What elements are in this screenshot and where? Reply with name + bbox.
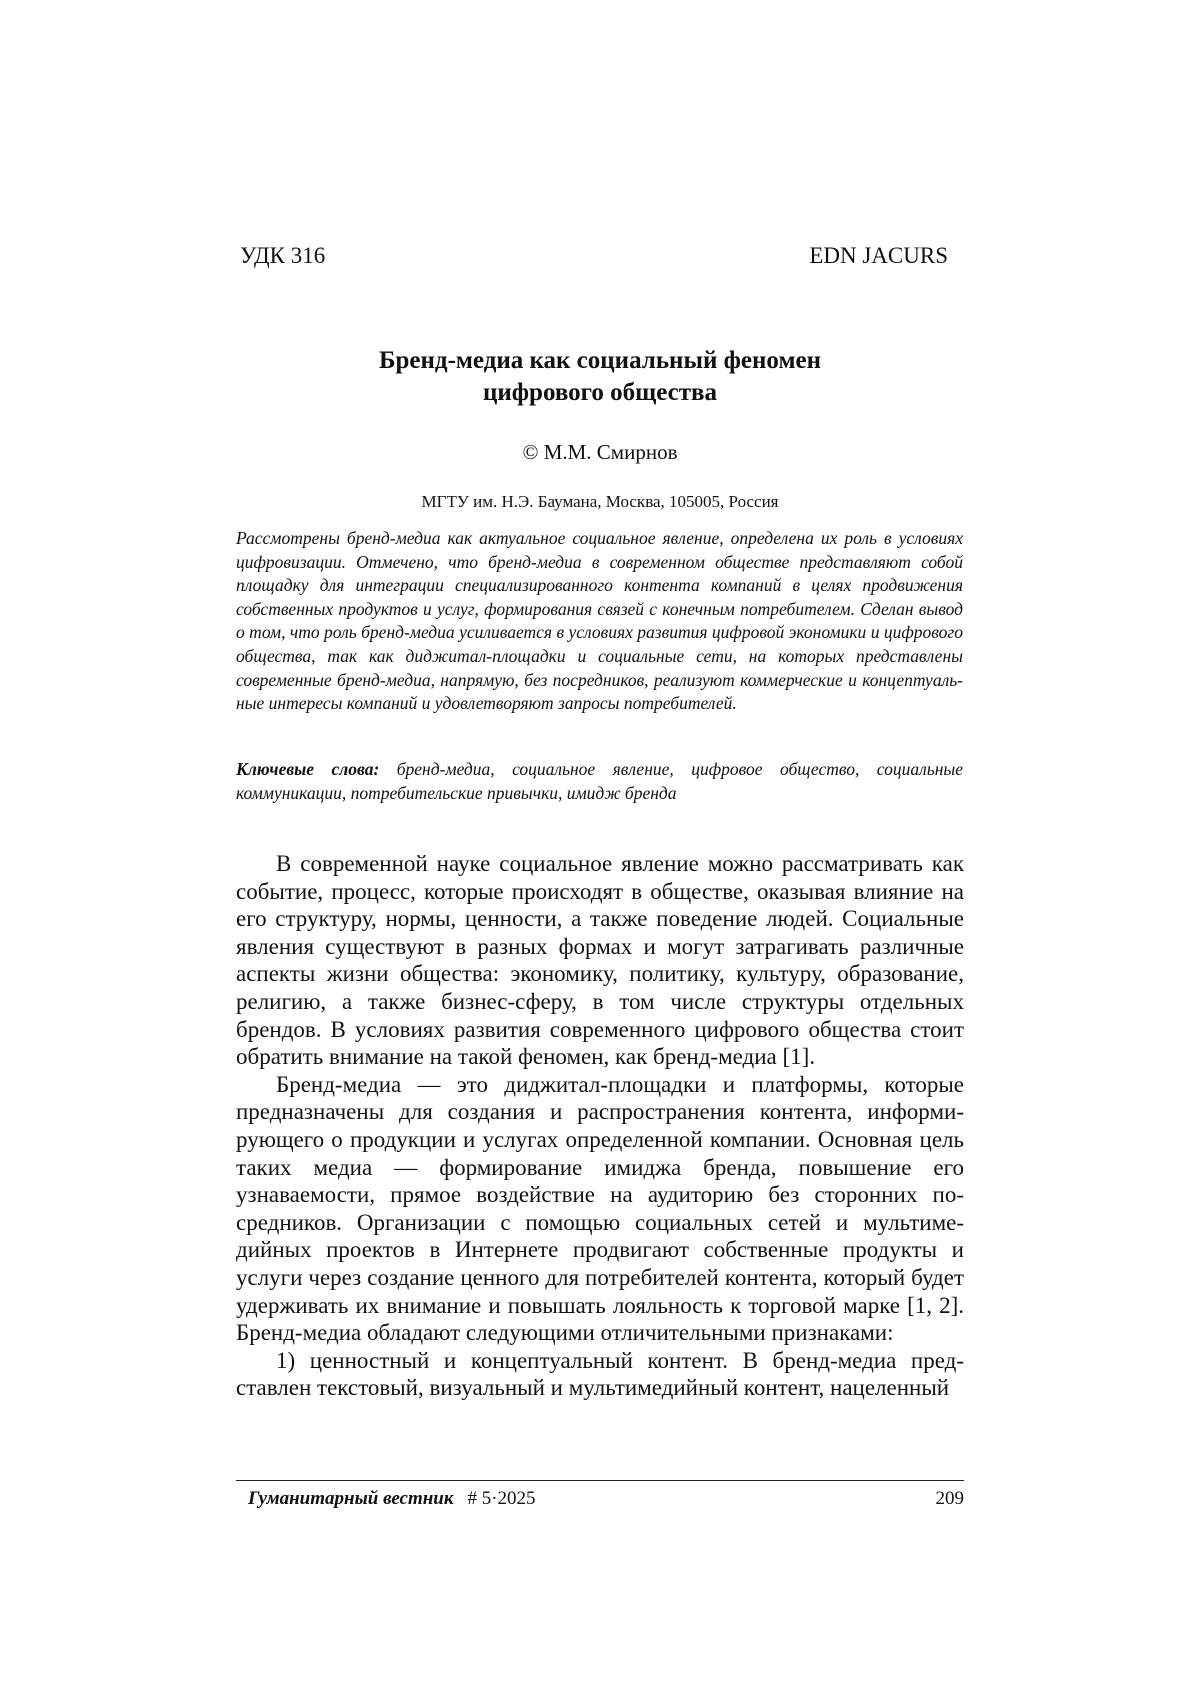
- author: © М.М. Смирнов: [522, 440, 678, 464]
- keywords: [236, 758, 963, 805]
- journal-name: Гуманитарный вестник: [248, 1488, 454, 1509]
- edn-code: EDN JACURS: [809, 243, 948, 268]
- body-paragraph: В современной науке социальное явление можно рассматривать как событие, процесс, которые происходят в обществе, оказывая влияние на его структуру, нормы, ценности, а также поведение людей. Социальные явления существуют в разных формах и могут затрагивать различные аспекты жизни общества: экономику, политику, культуру, образование, религию, а также бизнес-сферу, в том числе структуры отдельных брендов. В условиях развития современного цифрового общества стоит обратить внимание на такой феномен, как бренд-медиа [1].: [236, 851, 964, 1070]
- affiliation: МГТУ им. Н.Э. Баумана, Москва, 105005, Россия: [421, 492, 779, 511]
- abstract: Рассмотрены бренд-медиа как актуальное социальное явление, определена их роль в условиях цифровизации. Отмечено, что бренд-медиа в современном обществе представляют собой площадку для интеграции специализированного контента компаний в целях продвижения собственных продуктов и услуг, формирования связей с конечным потребителем. Сделан вывод о том, что роль бренд-медиа усиливается в условиях развития цифровой экономики и цифрового общества, так как диджитал-площадки и социальные сети, на которых представлены современные бренд-медиа, напрямую, без посредников, реализуют коммерческие и концептуальные интересы компаний и удовлетворяют запросы потребителей.: [236, 528, 963, 714]
- article-body: [236, 850, 964, 1402]
- udk-code: УДК 316: [240, 243, 326, 268]
- body-paragraph: 1) ценностный и концептуальный контент. В бренд-медиа представлен текстовый, визуальный и мультимедийный контент, нацеленный: [236, 1347, 964, 1401]
- body-paragraph: Бренд-медиа — это диджитал-площадки и платформы, которые предназначены для создания и распространения контента, информирующего о продукции и услугах определенной компании. Основная цель таких медиа — формирование имиджа бренда, повышение его узнаваемости, прямое воздействие на аудиторию без сторонних посредников. Организации с помощью социальных сетей и мультимедийных проектов в Интернете продвигают собственные продукты и услуги через создание ценного для потребителей контента, который будет удерживать их внимание и повышать лояльность к торговой марке [1, 2]. Бренд-медиа обладают следующими отличительными признаками:: [236, 1071, 964, 1346]
- article-title: [240, 345, 960, 409]
- keywords-list: бренд-медиа, социальное явление, цифровое общество, социальные коммуникации, потребительские привычки, имидж бренда: [236, 759, 964, 803]
- footer: [248, 1488, 536, 1510]
- keywords-label: Ключевые слова:: [236, 759, 380, 779]
- issue-number: # 5·2025: [467, 1488, 536, 1509]
- footer-rule: [236, 1480, 964, 1481]
- title-line-1: Бренд-медиа как социальный феномен: [379, 347, 821, 374]
- title-line-2: цифрового общества: [482, 379, 718, 406]
- page-number: 209: [935, 1488, 964, 1509]
